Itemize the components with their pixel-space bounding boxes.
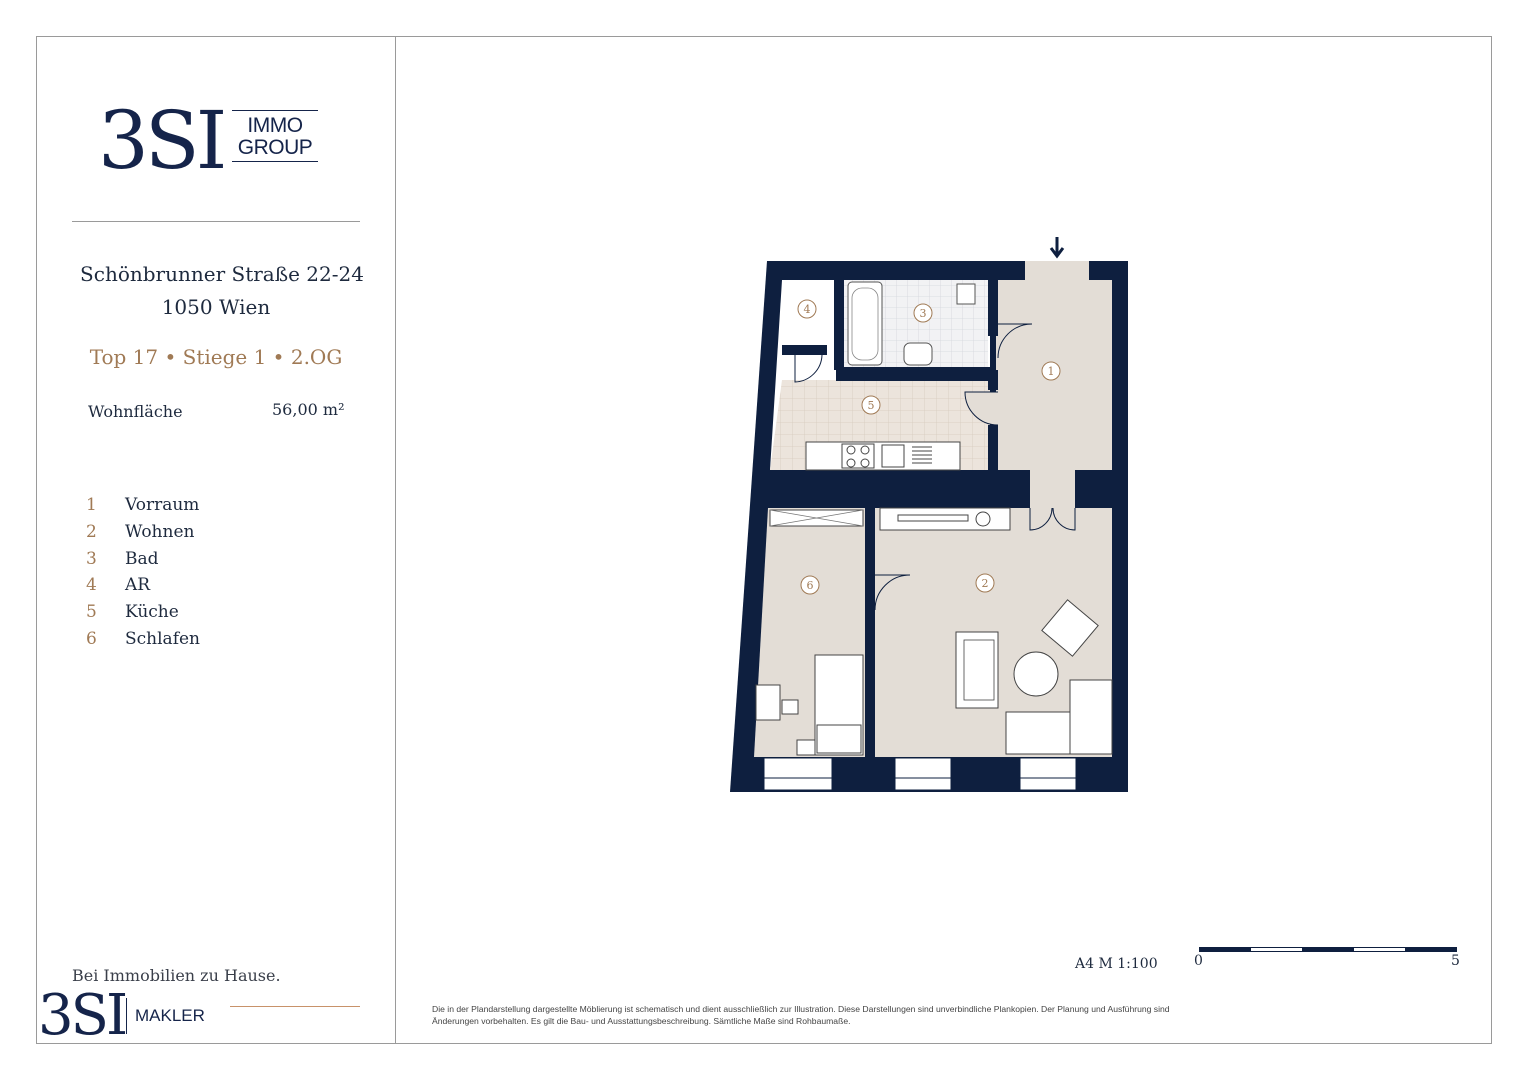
legend-number: 3 — [86, 548, 97, 569]
sink-icon — [904, 343, 932, 365]
room-marker-label: 2 — [981, 577, 989, 590]
entrance-arrow-icon — [1051, 237, 1063, 256]
company-logo-text — [232, 110, 318, 162]
wall — [865, 508, 875, 758]
plant-icon — [976, 512, 990, 526]
room-marker-label: 4 — [803, 303, 811, 316]
makler-logo-text: MAKLER — [126, 998, 220, 1034]
header-rule — [72, 221, 360, 222]
legend-number: 2 — [86, 521, 97, 542]
disclaimer-text: Die in der Plandarstellung dargestellte Möblierung ist schematisch und dient ausschließlich zur Illustration. Diese Darstellungen sind unverbindliche Plankopien. Der Planung und Ausführung sind Änderungen vorbehalten. Es gilt die Bau- und Ausstattungsbeschreibung. Sämtliche Maße sind Rohbaumaße. — [432, 1004, 1170, 1026]
footer-rule — [230, 1006, 360, 1007]
toilet-icon — [957, 284, 975, 304]
scale-end: 5 — [1451, 953, 1460, 969]
room-marker-label: 5 — [867, 399, 875, 412]
entrance-opening — [1025, 261, 1089, 280]
wall — [836, 367, 996, 381]
area-label: Wohnfläche — [88, 402, 183, 421]
bathtub-icon — [848, 282, 882, 365]
desk — [756, 685, 780, 720]
legend-room-name: Vorraum — [125, 495, 200, 515]
area-value: 56,00 m² — [272, 400, 345, 419]
room-marker-label: 1 — [1047, 365, 1055, 378]
legend-room-name: Wohnen — [125, 521, 195, 542]
chair — [782, 700, 798, 714]
legend-room-name: Schlafen — [125, 628, 200, 649]
wall — [988, 370, 998, 390]
makler-logo-mark: 3SI — [38, 983, 126, 1048]
wall — [834, 280, 844, 370]
legend-number: 4 — [86, 575, 97, 596]
legend-room-name: AR — [125, 575, 151, 596]
address-street: Schönbrunner Straße 22-24 — [80, 262, 364, 286]
window — [895, 758, 951, 790]
logo-line-2: GROUP — [237, 136, 313, 159]
room-marker-label: 3 — [919, 307, 927, 320]
wall — [1075, 470, 1128, 508]
wall — [765, 470, 1030, 508]
scale-label: A4 M 1:100 — [1075, 956, 1158, 972]
nightstand — [797, 740, 815, 755]
legend-room-name: Küche — [125, 602, 179, 623]
scale-start: 0 — [1194, 953, 1203, 969]
wall — [782, 345, 827, 355]
round-table — [1014, 652, 1058, 696]
legend-room-name: Bad — [125, 548, 159, 569]
window — [1020, 758, 1076, 790]
sink-icon — [882, 445, 904, 467]
logo-line-1: IMMO — [247, 114, 303, 137]
unit-info: Top 17 • Stiege 1 • 2.OG — [89, 345, 343, 369]
wall — [988, 280, 998, 336]
legend-number: 6 — [86, 628, 97, 649]
tagline: Bei Immobilien zu Hause. — [72, 966, 281, 985]
room-marker-label: 6 — [806, 579, 814, 592]
wall — [988, 425, 998, 475]
company-logo-mark: 3SI — [98, 94, 224, 187]
legend-number: 1 — [86, 495, 97, 515]
sidebar-divider — [395, 36, 396, 1044]
address-city: 1050 Wien — [161, 295, 271, 319]
window — [764, 758, 832, 790]
legend-number: 5 — [86, 602, 97, 623]
door-opening — [1030, 470, 1075, 508]
scale-bar — [1199, 947, 1457, 952]
floor-plan — [720, 230, 1140, 810]
